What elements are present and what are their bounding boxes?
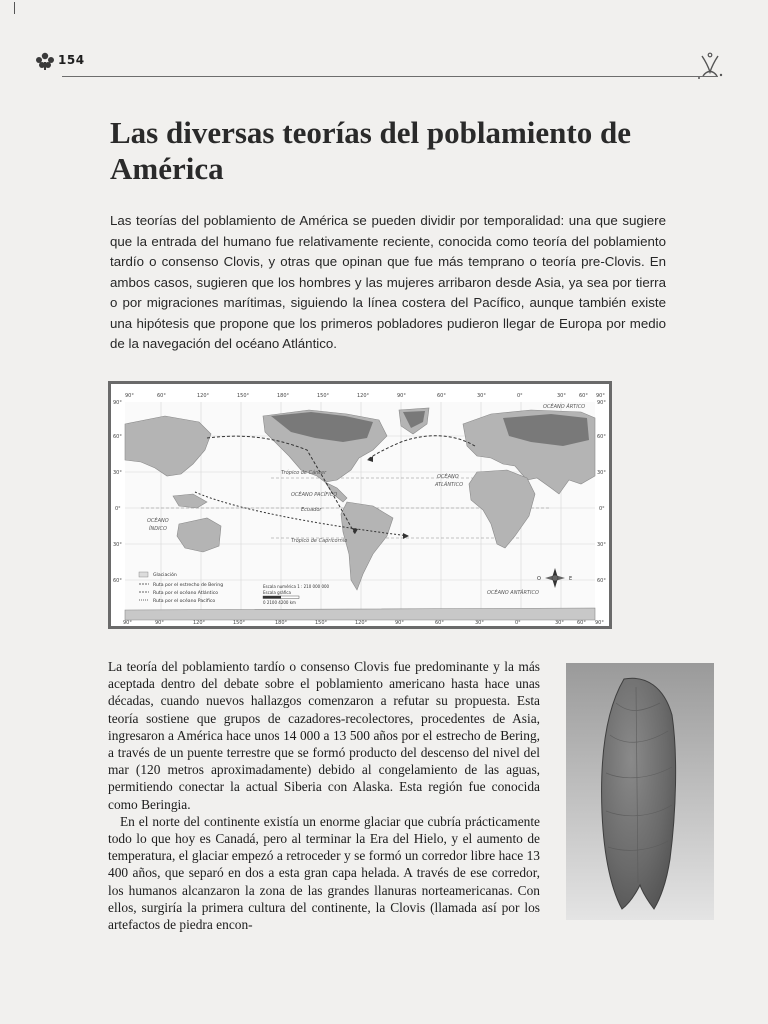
lat-label: 30°: [597, 470, 606, 476]
antarctic-label: OCÉANO ANTÁRTICO: [487, 590, 539, 596]
lat-label: 30°: [113, 470, 122, 476]
lon-label: 60°: [435, 620, 444, 626]
tropic-cancer-label: Trópico de Cáncer: [281, 470, 327, 476]
indian-label-1: OCÉANO: [147, 518, 169, 524]
lon-label: 0°: [515, 620, 521, 626]
body-paragraph-2: En el norte del continente existía un enorme glaciar que cubría prácticamente todo lo que hoy es Canadá, pero al terminar la Era del Hielo, y el aumento de temperatura, el glaciar empezó a retroceder y se formó un corredor libre hace 13 400 años, que separó en dos a esta gran capa helada. A través de ese corredor, los humanos alcanzaron la zona de las grandes llanuras norteamericanas. Con ellos, surgiría la primera cultura del continente, la Clovis (llamada así por los artefactos de piedra encon-: [108, 813, 540, 933]
lon-label: 180°: [277, 393, 290, 399]
header-rule: [62, 76, 718, 77]
lon-label: 120°: [193, 620, 206, 626]
lon-label: 30°: [475, 620, 484, 626]
page-title: Las diversas teorías del poblamiento de América: [110, 115, 631, 186]
ornament-icon: [696, 50, 724, 80]
atlantic-label-2: ATLÁNTICO: [435, 482, 464, 488]
scale-text-3: 0 2100 4200 km: [263, 600, 296, 605]
lon-label: 120°: [357, 393, 370, 399]
indian-label-2: ÍNDICO: [149, 526, 167, 532]
lon-label: 150°: [317, 393, 330, 399]
legend-item: Glaciación: [153, 573, 177, 578]
logo-icon: [34, 52, 56, 70]
equator-label: Ecuador: [301, 507, 322, 513]
lat-label: 60°: [113, 434, 122, 440]
arctic-label: OCÉANO ÁRTICO: [543, 404, 586, 410]
compass-east: E: [569, 576, 573, 582]
lon-label: 90°: [155, 620, 164, 626]
lon-label: 150°: [237, 393, 250, 399]
lat-label: 30°: [113, 542, 122, 548]
page-header: [34, 50, 730, 82]
lat-label: 60°: [597, 434, 606, 440]
page-number: 154: [58, 53, 85, 67]
pacific-label: OCÉANO PACÍFICO: [291, 492, 338, 498]
lon-label: 90°: [397, 393, 406, 399]
scale-text-1: Escala numérica 1 : 210 000 000: [263, 584, 330, 589]
lat-label: 0°: [115, 506, 121, 512]
lat-label: 60°: [597, 578, 606, 584]
antarctica: [125, 608, 595, 620]
lon-label: 150°: [315, 620, 328, 626]
legend-glacier-swatch: [139, 572, 148, 577]
world-map: [108, 381, 612, 629]
lon-label: 90°: [123, 620, 132, 626]
lon-label: 90°: [125, 393, 134, 399]
lon-label: 0°: [517, 393, 523, 399]
lat-label: 90°: [597, 400, 606, 406]
clovis-point-image: [566, 663, 714, 920]
lon-label: 150°: [233, 620, 246, 626]
legend-item: Ruta por el estrecho de Bering: [153, 583, 224, 588]
legend-item: Ruta por el océano Pacífico: [153, 599, 216, 604]
tropic-capricorn-label: Trópico de Capricornio: [291, 538, 348, 544]
scale-text-2: Escala gráfica: [263, 590, 291, 595]
lon-label: 60°: [437, 393, 446, 399]
compass-west: O: [537, 576, 541, 582]
lat-label: 0°: [599, 506, 605, 512]
lon-label: 60°: [577, 620, 586, 626]
lon-label: 90°: [595, 620, 604, 626]
lon-label: 180°: [275, 620, 288, 626]
body-text: [108, 658, 540, 933]
lon-label: 30°: [555, 620, 564, 626]
lon-label: 30°: [557, 393, 566, 399]
atlantic-label-1: OCÉANO: [437, 474, 459, 480]
legend-item: Ruta por el océano Atlántico: [153, 591, 219, 596]
lat-label: 60°: [113, 578, 122, 584]
longitude-labels-bottom: [123, 620, 604, 626]
lon-label: 120°: [355, 620, 368, 626]
lon-label: 60°: [579, 393, 588, 399]
lat-label: 90°: [113, 400, 122, 406]
lon-label: 30°: [477, 393, 486, 399]
lon-label: 120°: [197, 393, 210, 399]
intro-paragraph: Las teorías del poblamiento de América se pueden dividir por temporalidad: una que sugiere que la entrada del humano fue relativamente reciente, conocida como teoría del poblamiento tardío o consenso Clovis, y otras que opinan que fue más temprano o teoría pre-Clovis. En ambos casos, sugieren que los hombres y las mujeres arribaron desde Asia, ya sea por tierra o por migraciones marítimas, siguiendo la línea costera del Pacífico, aunque también existe una hipótesis que propone que los primeros pobladores pudieron llegar de Europa por medio de la navegación del océano Atlántico.: [110, 213, 666, 351]
longitude-labels-top: [125, 393, 605, 399]
lat-label: 30°: [597, 542, 606, 548]
body-paragraph-1: La teoría del poblamiento tardío o consenso Clovis fue predominante y la más aceptada dentro del debate sobre el poblamiento americano hasta hace unas décadas, cuando nuevos hallazgos comenzaron a refutar su propuesta. Esta teoría sostiene que grupos de cazadores-recolectores, procedentes de Asia, ingresaron a América hace unos 14 000 a 13 500 años por el estrecho de Bering, a través de un puente terrestre que se formó producto del descenso del nivel del mar (120 metros aproximadamente) debido al congelamiento de las aguas, permitiendo conectar la actual Siberia con Alaska. Esta región fue conocida como Beringia.: [108, 659, 540, 812]
lon-label: 60°: [157, 393, 166, 399]
lon-label: 90°: [596, 393, 605, 399]
margin-mark: [14, 2, 15, 14]
lon-label: 90°: [395, 620, 404, 626]
